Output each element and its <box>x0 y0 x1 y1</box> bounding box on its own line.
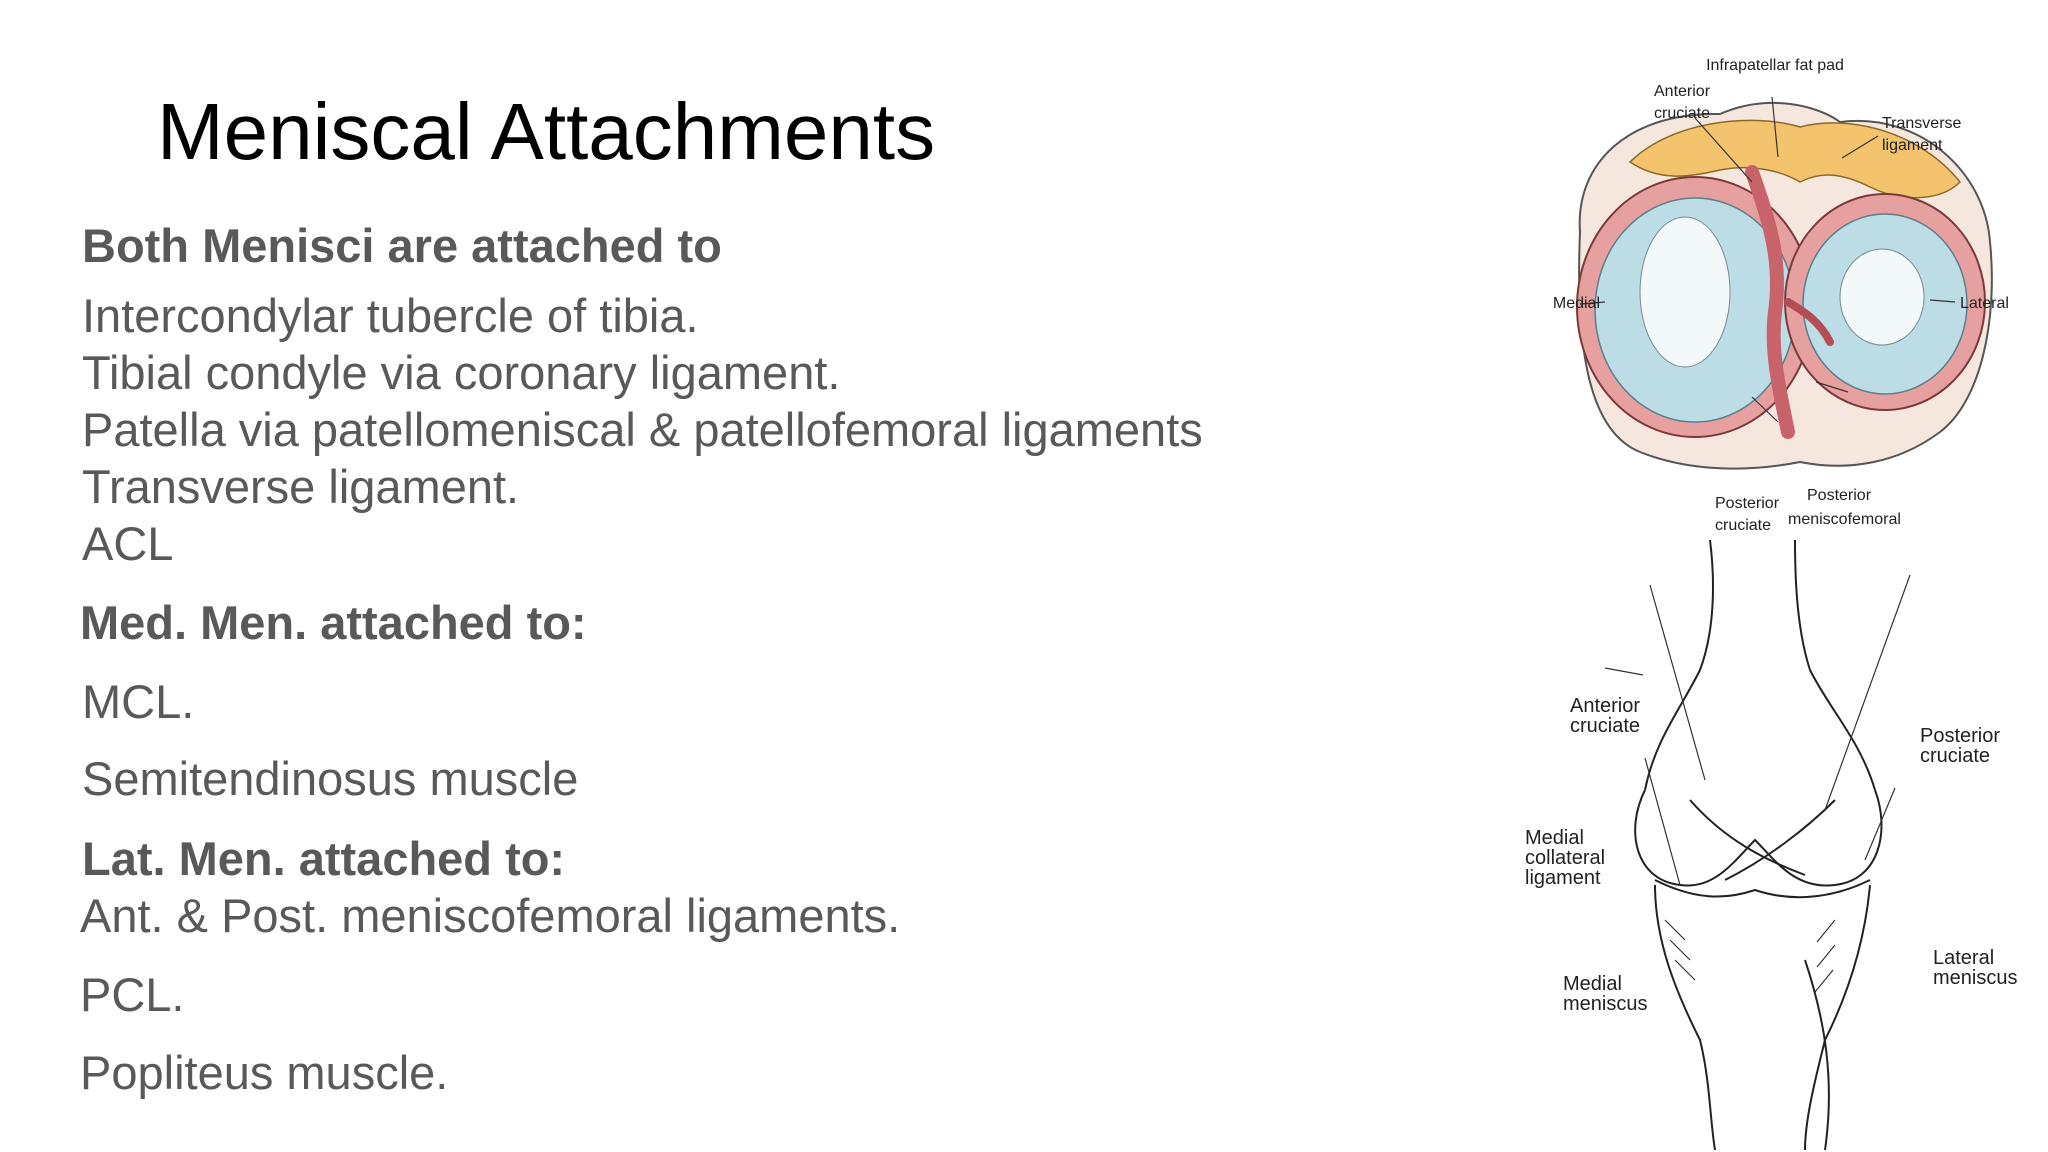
label-anterior-cruciate-2: cruciate <box>1654 105 1711 122</box>
label-lateral-meniscus-1: Lateral <box>1933 947 1995 969</box>
label-transverse-ligament-2: ligament <box>1882 137 1943 154</box>
lateral-articular-center <box>1840 249 1924 345</box>
label-lateral: Lateral <box>1960 295 2009 312</box>
lateral-meniscus-heading: Lat. Men. attached to: <box>82 832 566 885</box>
label-anterior-cruciate-1b: Anterior <box>1570 695 1641 717</box>
label-mcl-3: ligament <box>1525 867 1601 889</box>
both-item-5: ACL <box>82 517 174 570</box>
label-posterior-cruciate-1: Posterior <box>1715 495 1780 512</box>
label-posterior-cruciate-2b: cruciate <box>1920 745 1991 767</box>
both-item-1: Intercondylar tubercle of tibia. <box>82 289 699 342</box>
medial-articular-center <box>1640 217 1730 367</box>
both-item-3: Patella via patellomeniscal & patellofemoral ligaments <box>82 403 1203 456</box>
label-mcl-2: collateral <box>1525 847 1606 869</box>
both-menisci-heading: Both Menisci are attached to <box>82 219 722 272</box>
both-item-2: Tibial condyle via coronary ligament. <box>82 346 841 399</box>
label-posterior-cruciate-1b: Posterior <box>1920 725 2001 747</box>
knee-line-drawing-figure <box>1505 540 2025 1152</box>
slide-title: Meniscal Attachments <box>157 87 936 176</box>
label-anterior-cruciate-1: Anterior <box>1654 83 1711 100</box>
both-item-4: Transverse ligament. <box>82 460 520 513</box>
knee-outline <box>1635 540 1881 1150</box>
bottom-figure-leader-lines <box>1605 575 1910 885</box>
label-mcl-1: Medial <box>1525 827 1584 849</box>
label-lateral-meniscus-2: meniscus <box>1933 967 2018 989</box>
lateral-item-1: Ant. & Post. meniscofemoral ligaments. <box>80 889 901 942</box>
medial-meniscus-heading: Med. Men. attached to: <box>80 596 587 649</box>
tibial-plateau-figure <box>1520 52 2020 530</box>
label-posterior-cruciate-2: cruciate <box>1715 517 1772 530</box>
label-anterior-cruciate-2b: cruciate <box>1570 715 1641 737</box>
lateral-item-3: Popliteus muscle. <box>80 1046 449 1099</box>
label-posterior-meniscofemoral-2: meniscofemoral <box>1788 511 1901 528</box>
label-transverse-ligament-1: Transverse <box>1882 115 1962 132</box>
label-medial-meniscus-1: Medial <box>1563 973 1622 995</box>
label-infrapatellar-fat-pad: Infrapatellar fat pad <box>1706 57 1844 74</box>
label-posterior-meniscofemoral-1: Posterior <box>1807 487 1872 504</box>
label-medial: Medial <box>1552 295 1600 312</box>
medial-item-1: MCL. <box>82 675 195 728</box>
medial-item-2: Semitendinosus muscle <box>82 752 579 805</box>
lateral-item-2: PCL. <box>80 968 185 1021</box>
label-medial-meniscus-2: meniscus <box>1563 993 1648 1015</box>
